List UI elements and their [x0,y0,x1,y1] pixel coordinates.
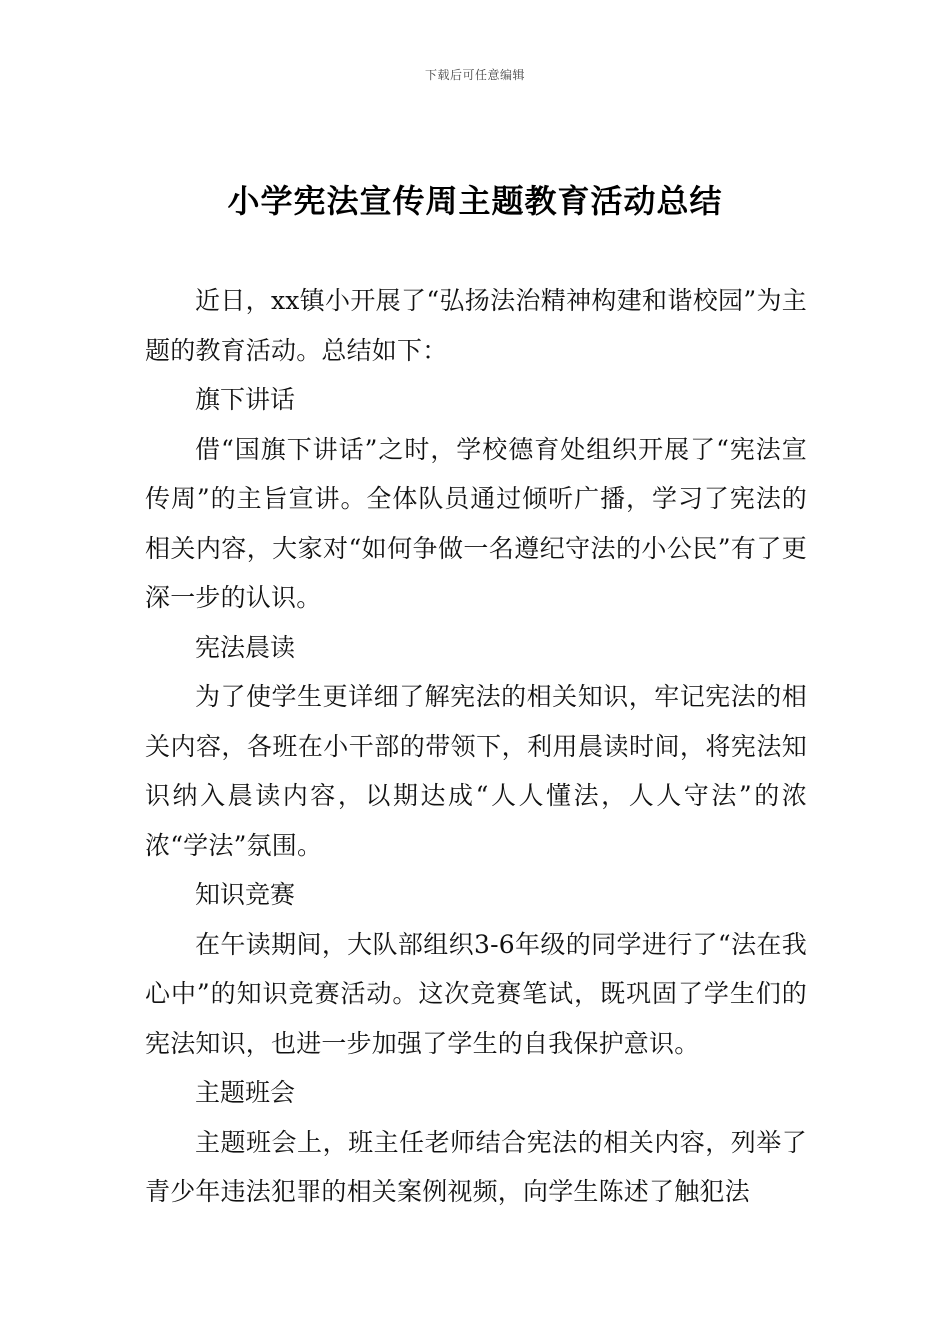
document-body [145,276,807,1217]
paragraph-class-meeting: 主题班会上，班主任老师结合宪法的相关内容，列举了青少年违法犯罪的相关案例视频，向学生陈述了触犯法 [145,1127,807,1206]
paragraph-flag-speech: 借“国旗下讲话”之时，学校德育处组织开展了“宪法宣传周”的主旨宣讲。全体队员通过倾听广播，学习了宪法的相关内容，大家对“如何争做一名遵纪守法的小公民”有了更深一步的认识。 [145,434,807,612]
paragraph-knowledge-contest: 在午读期间，大队部组织3-6年级的同学进行了“法在我心中”的知识竞赛活动。这次竞赛笔试，既巩固了学生们的宪法知识，也进一步加强了学生的自我保护意识。 [145,929,807,1058]
section-heading-morning-reading: 宪法晨读 [195,632,296,662]
paragraph-intro: 近日，xx镇小开展了“弘扬法治精神构建和谐校园”为主题的教育活动。总结如下： [145,286,807,365]
document-title: 小学宪法宣传周主题教育活动总结 [227,182,723,220]
section-heading-knowledge-contest: 知识竞赛 [195,880,296,909]
section-heading-flag-speech: 旗下讲话 [195,385,296,414]
section-heading-class-meeting: 主题班会 [195,1078,296,1107]
paragraph-morning-reading: 为了使学生更详细了解宪法的相关知识，牢记宪法的相关内容，各班在小干部的带领下，利用晨读时间，将宪法知识纳入晨读内容，以期达成“人人懂法，人人守法”的浓浓“学法”氛围。 [145,682,807,860]
header-note: 下载后可任意编辑 [424,68,525,82]
